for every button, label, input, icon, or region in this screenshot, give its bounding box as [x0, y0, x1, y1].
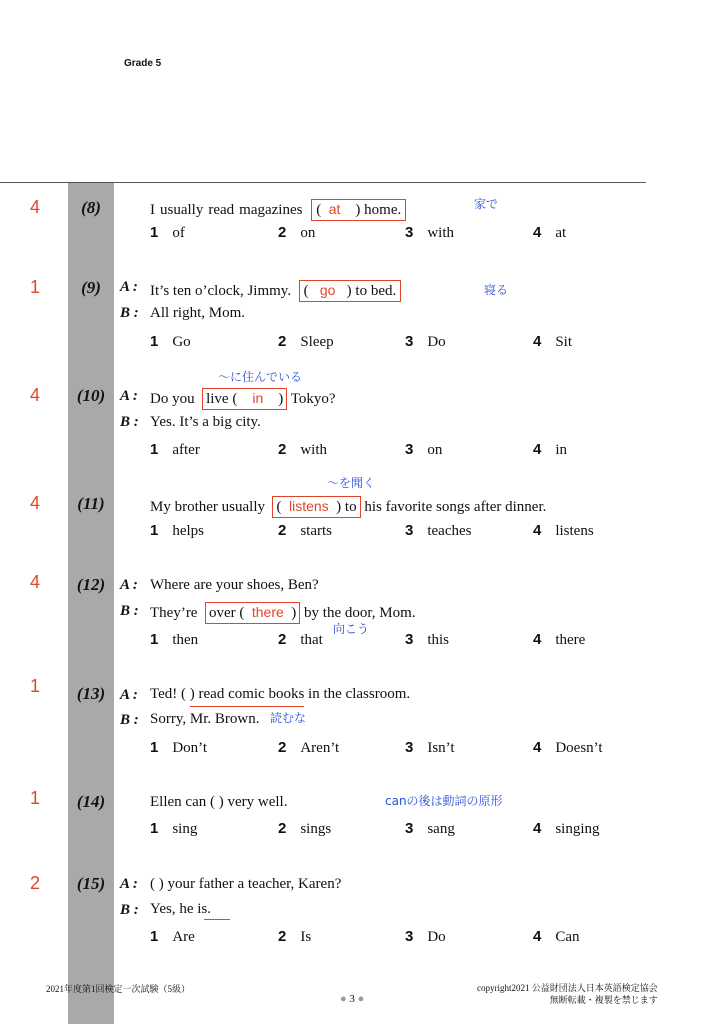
- handwritten-answer: 4: [30, 572, 41, 592]
- choice-3: 3 sang: [405, 820, 455, 837]
- choice-3: 3 on: [405, 441, 443, 458]
- handwritten-answer: 4: [30, 493, 41, 513]
- speaker-label: B :: [120, 414, 139, 430]
- annotation-note: 〜に住んでいる: [218, 370, 303, 384]
- speaker-label: B :: [120, 603, 139, 619]
- bullet-icon: ●: [340, 993, 347, 1005]
- choice-3: 3 this: [405, 631, 450, 648]
- choice-3: 3 Isn’t: [405, 739, 455, 756]
- annotation-note: canの後は動詞の原形: [385, 794, 503, 808]
- footer-exam-title: 2021年度第1回検定一次試験（5級）: [46, 984, 191, 994]
- question-line: My brother usually ( listens ) to his favorite songs after dinner.: [150, 496, 546, 518]
- filled-answer: at: [328, 201, 341, 217]
- choice-2: 2 with: [278, 441, 328, 458]
- question-line: Yes. It’s a big city.: [150, 414, 261, 430]
- choice-1: 1 Are: [150, 928, 195, 945]
- question-number: (9): [81, 278, 101, 297]
- question-number: (14): [76, 792, 106, 811]
- filled-answer: there: [251, 604, 284, 620]
- choice-4: 4 at: [533, 224, 567, 241]
- choice-2: 2 sings: [278, 820, 332, 837]
- question-line: It’s ten o’clock, Jimmy. ( go ) to bed.: [150, 280, 401, 302]
- choice-3: 3 Do: [405, 333, 446, 350]
- choice-4: 4 Doesn’t: [533, 739, 603, 756]
- question-line: ( ) your father a teacher, Karen?: [150, 876, 342, 892]
- choice-1: 1 after: [150, 441, 200, 458]
- answer-box: over ( there ): [205, 602, 300, 624]
- annotation-note: 寝る: [484, 283, 509, 297]
- annotation-note: 〜を聞く: [327, 476, 376, 490]
- choice-2: 2 that: [278, 631, 323, 648]
- choice-4: 4 Sit: [533, 333, 573, 350]
- answer-box: ( listens ) to: [272, 496, 360, 518]
- question-number: (13): [76, 684, 106, 703]
- speaker-label: B :: [120, 902, 139, 918]
- page-number: ● 3 ●: [340, 993, 365, 1005]
- answer-box: live ( in ): [202, 388, 287, 410]
- bullet-icon: ●: [357, 993, 365, 1005]
- choice-2: 2 Is: [278, 928, 312, 945]
- choice-3: 3 teaches: [405, 522, 472, 539]
- choice-1: 1 of: [150, 224, 185, 241]
- question-number: (11): [77, 494, 105, 513]
- question-line: Where are your shoes, Ben?: [150, 577, 319, 593]
- handwritten-answer: 2: [30, 873, 41, 893]
- question-number: (8): [81, 198, 101, 217]
- handwritten-answer: 4: [30, 197, 41, 217]
- filled-answer: in: [252, 390, 264, 406]
- question-number: (10): [76, 386, 106, 405]
- choice-1: 1 sing: [150, 820, 198, 837]
- answer-box: ( go ) to bed.: [299, 280, 402, 302]
- answer-box: ( at ) home.: [311, 199, 406, 221]
- question-line: All right, Mom.: [150, 305, 246, 321]
- answer-underline: [204, 919, 230, 920]
- choice-2: 2 Aren’t: [278, 739, 340, 756]
- question-line: Ted! ( ) read comic books in the classroom.: [150, 686, 411, 702]
- question-line: They’re over ( there ) by the door, Mom.: [150, 602, 416, 624]
- annotation-note: 家で: [474, 197, 499, 211]
- question-line: Ellen can ( ) very well.: [150, 794, 288, 810]
- choice-1: 1 Go: [150, 333, 191, 350]
- grade-label: Grade 5: [124, 58, 162, 69]
- choice-1: 1 helps: [150, 522, 205, 539]
- filled-answer: go: [319, 282, 336, 298]
- question-number: (15): [76, 874, 106, 893]
- footer-copyright: copyright2021 公益財団法人日本英語検定協会 無断転載・複製を禁じます: [477, 983, 658, 1005]
- speaker-label: A :: [120, 577, 138, 593]
- choice-4: 4 listens: [533, 522, 594, 539]
- speaker-label: B :: [120, 712, 139, 728]
- choice-4: 4 singing: [533, 820, 600, 837]
- question-line: I usually read magazines ( at ) home.: [150, 199, 406, 221]
- question-line: Do you live ( in ) Tokyo?: [150, 388, 336, 410]
- choice-4: 4 Can: [533, 928, 580, 945]
- handwritten-answer: 1: [30, 788, 41, 808]
- question-line: Yes, he is.: [150, 901, 211, 917]
- question-number: (12): [76, 575, 106, 594]
- choice-3: 3 with: [405, 224, 455, 241]
- choice-2: 2 starts: [278, 522, 333, 539]
- annotation-note: 向こう: [333, 622, 370, 636]
- answer-underline: [190, 706, 304, 707]
- speaker-label: A :: [120, 388, 138, 404]
- choice-2: 2 on: [278, 224, 316, 241]
- handwritten-answer: 1: [30, 277, 41, 297]
- choice-4: 4 in: [533, 441, 568, 458]
- speaker-label: B :: [120, 305, 139, 321]
- filled-answer: listens: [288, 498, 329, 514]
- handwritten-answer: 1: [30, 676, 41, 696]
- question-line: Sorry, Mr. Brown.: [150, 711, 260, 727]
- choice-2: 2 Sleep: [278, 333, 334, 350]
- choice-3: 3 Do: [405, 928, 446, 945]
- handwritten-answer: 4: [30, 385, 41, 405]
- annotation-note: 読むな: [270, 711, 307, 725]
- choice-4: 4 there: [533, 631, 586, 648]
- speaker-label: A :: [120, 876, 138, 892]
- speaker-label: A :: [120, 279, 138, 295]
- choice-1: 1 then: [150, 631, 199, 648]
- speaker-label: A :: [120, 687, 138, 703]
- question-number-column: [68, 183, 114, 1024]
- choice-1: 1 Don’t: [150, 739, 208, 756]
